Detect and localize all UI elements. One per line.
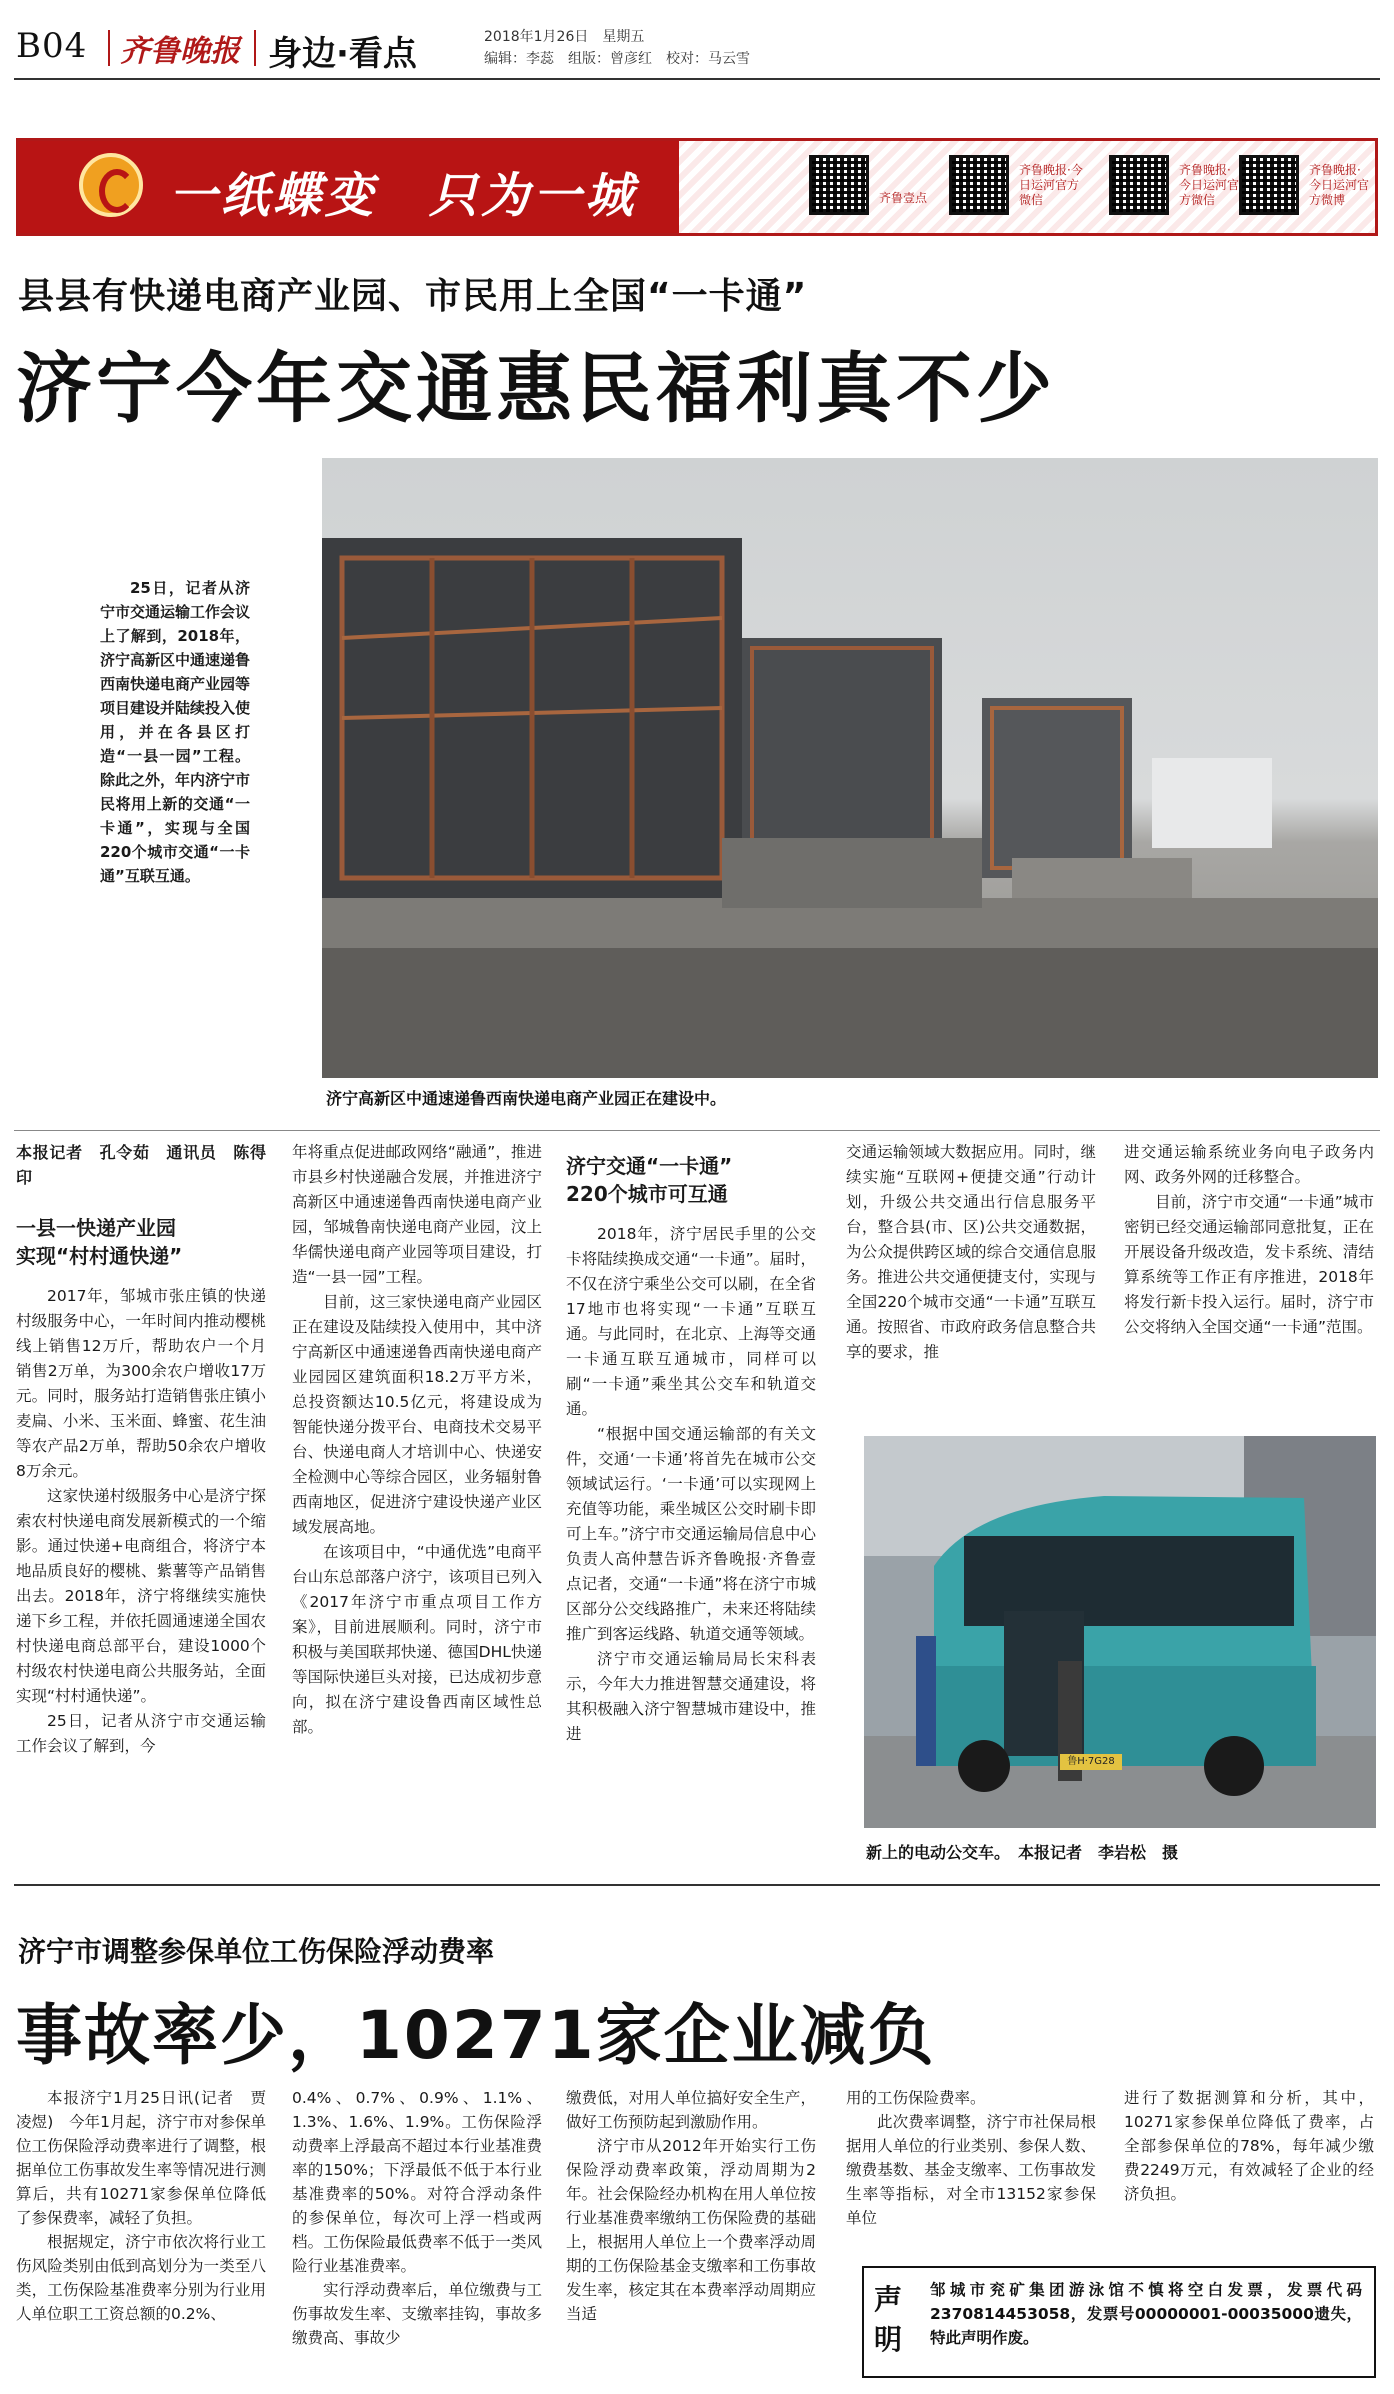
section-rule (14, 1884, 1380, 1886)
paper-name: 齐鲁晚报 (120, 34, 240, 69)
header-rule (14, 78, 1380, 80)
header-divider (254, 30, 256, 66)
paragraph: 年将重点促进邮政网络“融通”，推进市县乡村快递融合发展，并推进济宁高新区中通速递鲁西南快递电商产业园，邹城鲁南快递电商产业园，汶上华儒快递电商产业园等项目建设，打造“一县一园”工程。 (292, 1143, 542, 1286)
qr-code-icon (1239, 155, 1299, 215)
section-title: 身边·看点 (268, 34, 417, 74)
promo-banner (16, 138, 1378, 236)
article1-lead (100, 576, 250, 888)
byline: 本报记者 孔令茹 通讯员 陈得印 (16, 1143, 266, 1187)
page-number: B04 (16, 26, 88, 66)
paragraph: 进交通运输系统业务向电子政务内网、政务外网的迁移整合。 (1124, 1143, 1374, 1186)
article2-column-4 (846, 2086, 1096, 2230)
paragraph: 2018年，济宁居民手里的公交卡将陆续换成交通“一卡通”。届时，不仅在济宁乘坐公交可以刷，在全省17地市也将实现“一卡通”互联互通。与此同时，在北京、上海等交通一卡通互联互通城市，同样可以刷“一卡通”乘坐其公交车和轨道交通。 (566, 1225, 816, 1418)
paragraph: 这家快递村级服务中心是济宁探索农村快递电商发展新模式的一个缩影。通过快递+电商组合，将济宁本地品质良好的樱桃、紫薯等产品销售出去。2018年，济宁将继续实施快递下乡工程，并依托圆通速递全国农村快递电商总部平台，建设1000个村级农村快递电商公共服务站，全面实现“村村通快递”。 (16, 1487, 266, 1705)
article1-column-1 (16, 1140, 266, 1759)
section-rule (14, 1130, 1380, 1131)
bus-plate: 鲁H·7G28 (1067, 1756, 1115, 1767)
lead-paragraph: 25日，记者从济宁市交通运输工作会议上了解到，2018年，济宁高新区中通速递鲁西南快递电商产业园等项目建设并陆续投入使用，并在各县区打造“一县一园”工程。除此之外，年内济宁市民将用上新的交通“一卡通”，实现与全国220个城市交通“一卡通”互联互通。 (100, 579, 251, 885)
paragraph: 目前，这三家快递电商产业园区正在建设及陆续投入使用中，其中济宁高新区中通速递鲁西南快递电商产业园园区建筑面积18.2万平方米，总投资额达10.5亿元，将建设成为智能快递分拨平台、电商技术交易平台、快递电商人才培训中心、快递安全检测中心等综合园区，业务辐射鲁西南地区，促进济宁建设快递产业区域发展高地。 (292, 1293, 542, 1536)
paragraph: 实行浮动费率后，单位缴费与工伤事故发生率、支缴率挂钩，事故多缴费高、事故少 (292, 2281, 542, 2347)
photo-caption: 济宁高新区中通速递鲁西南快递电商产业园正在建设中。 (326, 1089, 727, 1108)
qr-label: 齐鲁晚报·今日运河官方微信 (1019, 163, 1083, 207)
paragraph: 济宁市从2012年开始实行工伤保险浮动费率政策，浮动周期为2年。社会保险经办机构在用人单位按行业基准费率缴纳工伤保险费的基础上，根据用人单位上一个费率浮动周期的工伤保险基金支缴率和工伤事故发生率，核定其在本费率浮动周期应当适 (566, 2137, 816, 2323)
notice-box (862, 2266, 1376, 2378)
paragraph: 2017年，邹城市张庄镇的快递村级服务中心，一年时间内推动樱桃线上销售12万斤，帮助农户一个月销售2万单，为300余农户增收17万元。同时，服务站打造销售张庄镇小麦扁、小米、玉米面、蜂蜜、花生油等农产品2万单，帮助50余农户增收8万余元。 (16, 1287, 266, 1480)
paragraph: 25日，记者从济宁市交通运输工作会议了解到，今 (16, 1712, 266, 1755)
paragraph: 本报济宁1月25日讯(记者 贾凌煜) 今年1月起，济宁市对参保单位工伤保险浮动费率进行了调整，根据单位工伤事故发生率等情况进行测算后，共有10271家参保单位降低了参保费率，减轻了负担。 (16, 2089, 266, 2227)
article1-column-5 (1124, 1140, 1374, 1340)
paragraph: 根据规定，济宁市依次将行业工伤风险类别由低到高划分为一类至八类，工伤保险基准费率分别为行业用人单位职工工资总额的0.2%、 (16, 2233, 266, 2323)
qr-code-icon (809, 155, 869, 215)
paragraph: “根据中国交通运输部的有关文件，交通‘一卡通’将首先在城市公交领域试运行。‘一卡通’可以实现网上充值等功能，乘坐城区公交时刷卡即可上车。”济宁市交通运输局信息中心负责人高仲慧告诉齐鲁晚报·齐鲁壹点记者，交通“一卡通”将在济宁市城区部分公交线路推广，未来还将陆续推广到客运线路、轨道交通等领域。 (566, 1425, 816, 1643)
notice-label: 声明 (874, 2283, 903, 2356)
subheading-express: 一县一快递产业园 实现“村村通快递” (16, 1216, 183, 1268)
issue-date: 2018年1月26日 星期五 (484, 29, 645, 45)
header-divider (108, 30, 110, 66)
banner-slogan: 一纸蝶变 只为一城 (169, 168, 638, 224)
article1-kicker: 县县有快递电商产业园、市民用上全国“一卡通” (18, 276, 808, 317)
qr-code-icon (1109, 155, 1169, 215)
article2-headline: 事故率少，10271家企业减负 (16, 1997, 936, 2074)
paragraph: 在该项目中，“中通优选”电商平台山东总部落户济宁，该项目已列入《2017年济宁市重点项目工作方案》，目前进展顺利。同时，济宁市积极与美国联邦快递、德国DHL快递等国际快递巨头对接，已达成初步意向，拟在济宁建设鲁西南区域性总部。 (292, 1543, 542, 1736)
article2-column-2 (292, 2086, 542, 2350)
paragraph: 济宁市交通运输局局长宋科表示，今年大力推进智慧交通建设，将其积极融入济宁智慧城市建设中，推进 (566, 1650, 816, 1743)
article2-column-3 (566, 2086, 816, 2326)
paragraph: 0.4%、0.7%、0.9%、1.1%、1.3%、1.6%、1.9%。工伤保险浮动费率上浮最高不超过本行业基准费率的150%；下浮最低不低于本行业基准费率的50%。对符合浮动条件的参保单位，每次可上浮一档或两档。工伤保险最低费率不低于一类风险行业基准费率。 (292, 2089, 542, 2275)
article1-headline: 济宁今年交通惠民福利真不少 (16, 344, 1056, 433)
construction-photo (322, 458, 1378, 1078)
article1-column-3 (566, 1152, 816, 1747)
qr-label: 齐鲁晚报·今日运河官方微信 (1179, 163, 1240, 207)
editor-credits: 编辑：李蕊 组版：曾彦红 校对：马云雪 (484, 51, 750, 67)
paragraph: 目前，济宁市交通“一卡通”城市密钥已经交通运输部同意批复，正在开展设备升级改造，发卡系统、清结算系统等工作正有序推进，2018年将发行新卡投入运行。届时，济宁市公交将纳入全国交通“一卡通”范围。 (1124, 1193, 1374, 1336)
notice-text: 邹城市兖矿集团游泳馆不慎将空白发票，发票代码2370814453058，发票号00000001-00035000遗失，特此声明作废。 (930, 2281, 1362, 2347)
article2-column-5 (1124, 2086, 1374, 2206)
article2-kicker: 济宁市调整参保单位工伤保险浮动费率 (18, 1935, 495, 1968)
subheading-card: 济宁交通“一卡通” 220个城市可互通 (566, 1154, 733, 1206)
paragraph: 交通运输领域大数据应用。同时，继续实施“互联网+便捷交通”行动计划，升级公共交通出行信息服务平台，整合县(市、区)公共交通数据，为公众提供跨区域的综合交通信息服务。推进公共交通便捷支付，实现与全国220个城市交通“一卡通”互联互通。按照省、市政府政务信息整合共享的要求，推 (846, 1143, 1096, 1361)
qr-label: 齐鲁晚报·今日运河官方微博 (1309, 163, 1370, 207)
article1-column-2 (292, 1140, 542, 1740)
paragraph: 进行了数据测算和分析，其中，10271家参保单位降低了费率，占全部参保单位的78%，每年减少缴费2249万元，有效减轻了企业的经济负担。 (1124, 2089, 1374, 2203)
article2-column-1 (16, 2086, 266, 2326)
paragraph: 缴费低，对用人单位搞好安全生产，做好工伤预防起到激励作用。 (566, 2089, 816, 2131)
qr-label: 齐鲁壹点 (879, 191, 928, 205)
banner-logo-icon (79, 153, 143, 217)
bus-photo (864, 1436, 1376, 1828)
construction-scene (322, 458, 1378, 1078)
paragraph: 此次费率调整，济宁市社保局根据用人单位的行业类别、参保人数、缴费基数、基金支缴率、工伤事故发生率等指标，对全市13152家参保单位 (846, 2113, 1096, 2227)
paragraph: 用的工伤保险费率。 (846, 2089, 986, 2107)
article1-column-4 (846, 1140, 1096, 1365)
qr-code-icon (949, 155, 1009, 215)
bus-photo-caption: 新上的电动公交车。 本报记者 李岩松 摄 (866, 1843, 1179, 1862)
